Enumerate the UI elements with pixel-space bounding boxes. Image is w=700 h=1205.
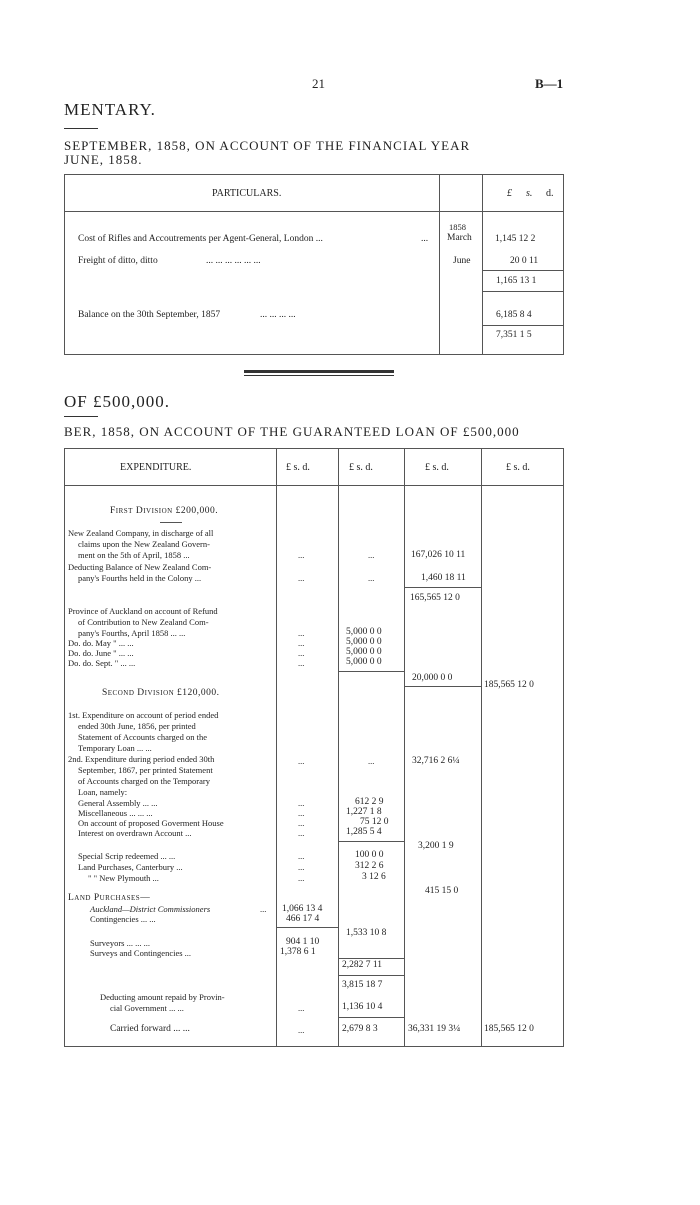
govt-house-amount: 75 12 0 bbox=[360, 817, 389, 827]
first-subtotal: 165,565 12 0 bbox=[410, 593, 460, 603]
deducting-line-2: pany's Fourths held in the Colony ... bbox=[78, 573, 202, 583]
land-total: 3,815 18 7 bbox=[342, 980, 383, 990]
second-exp-line-1: 2nd. Expenditure during period ended 30th bbox=[68, 754, 215, 764]
auckland-amount-4: 5,000 0 0 bbox=[346, 657, 382, 667]
auckland-june-dots: ... bbox=[298, 648, 305, 658]
interest-dots: ... bbox=[298, 828, 305, 838]
govt-house-label: On account of proposed Goverment House bbox=[78, 818, 224, 828]
new-plymouth-label: " " New Plymouth ... bbox=[88, 873, 159, 883]
second-exp-dots-col1: ... bbox=[298, 756, 305, 766]
auckland-district-label: Auckland—District Commissioners bbox=[90, 904, 211, 914]
auckland-total: 20,000 0 0 bbox=[412, 673, 453, 683]
second-division-heading: Second Division £120,000. bbox=[102, 688, 220, 698]
loan-subheading: BER, 1858, ON ACCOUNT OF THE GUARANTEED LOAN OF £500,000 bbox=[64, 424, 520, 439]
land-subtotal-2: 2,282 7 11 bbox=[342, 960, 383, 970]
section-divider-thin bbox=[244, 375, 394, 376]
auckland-amount-3: 5,000 0 0 bbox=[346, 647, 382, 657]
carried-forward-col3: 36,331 19 3¼ bbox=[408, 1024, 461, 1034]
nz-dots-col2: ... bbox=[368, 550, 375, 560]
nz-company-line-1: New Zealand Company, in discharge of all bbox=[68, 528, 214, 538]
deduct-repaid-amount: 1,136 10 4 bbox=[342, 1002, 383, 1012]
page-number: 21 bbox=[312, 76, 325, 91]
namely-total: 3,200 1 9 bbox=[418, 841, 454, 851]
surveyors-amount: 904 1 10 bbox=[286, 937, 320, 947]
new-plymouth-amount: 3 12 6 bbox=[362, 872, 386, 882]
scrip-total: 415 15 0 bbox=[425, 886, 459, 896]
row-freight-month: June bbox=[453, 256, 471, 266]
pence-header: d. bbox=[546, 188, 554, 199]
auckland-line-3: pany's Fourths, April 1858 ... ... bbox=[78, 628, 186, 638]
canterbury-dots: ... bbox=[298, 862, 305, 872]
section-divider bbox=[244, 370, 394, 373]
contingencies-label: Contingencies ... ... bbox=[90, 914, 156, 924]
auckland-may-dots: ... bbox=[298, 638, 305, 648]
row-freight-amount: 20 0 11 bbox=[510, 256, 539, 266]
row-rifles-year: 1858 bbox=[449, 222, 466, 232]
expenditure-header: EXPENDITURE. bbox=[120, 462, 192, 473]
surveys-contingencies-amount: 1,378 6 1 bbox=[280, 947, 316, 957]
auckland-sept-dots: ... bbox=[298, 658, 305, 668]
land-purchases-heading: Land Purchases— bbox=[68, 893, 151, 903]
deduct-repaid-dots: ... bbox=[298, 1003, 305, 1013]
second-exp-dots-col2: ... bbox=[368, 756, 375, 766]
row-rifles-dots: ... bbox=[421, 234, 429, 244]
row-freight-dots: ... ... ... ... ... ... bbox=[206, 256, 261, 266]
section-subheading-2: JUNE, 1858. bbox=[64, 152, 143, 167]
row-rifles-month: March bbox=[447, 233, 472, 243]
second-exp-line-4: Loan, namely: bbox=[78, 787, 128, 797]
col1-header: £ s. d. bbox=[286, 462, 310, 473]
interest-label: Interest on overdrawn Account ... bbox=[78, 828, 192, 838]
deducting-dots-col1: ... bbox=[298, 573, 305, 583]
auckland-amount-1: 5,000 0 0 bbox=[346, 627, 382, 637]
deducting-line-1: Deducting Balance of New Zealand Com- bbox=[68, 562, 212, 572]
carried-forward-label: Carried forward ... ... bbox=[110, 1024, 190, 1034]
section-subheading-1: SEPTEMBER, 1858, ON ACCOUNT OF THE FINANCIAL YEAR bbox=[64, 138, 471, 153]
govt-house-dots: ... bbox=[298, 818, 305, 828]
deduct-repaid-line-1: Deducting amount repaid by Provin- bbox=[100, 992, 225, 1002]
auckland-line-2: of Contribution to New Zealand Com- bbox=[78, 617, 209, 627]
general-assembly-label: General Assembly ... ... bbox=[78, 798, 158, 808]
deducting-amount: 1,460 18 11 bbox=[421, 573, 466, 583]
surveys-contingencies-label: Surveys and Contingencies ... bbox=[90, 948, 192, 958]
second-exp-line-3: of Accounts charged on the Temporary bbox=[78, 776, 210, 786]
col4-header: £ s. d. bbox=[506, 462, 530, 473]
carried-forward-dots: ... bbox=[298, 1025, 305, 1035]
contingencies-amount: 466 17 4 bbox=[286, 914, 320, 924]
new-plymouth-dots: ... bbox=[298, 873, 305, 883]
auckland-may-label: Do. do. May " ... ... bbox=[68, 638, 134, 648]
row-rifles-label: Cost of Rifles and Accoutrements per Agent-General, London ... bbox=[78, 234, 323, 244]
miscellaneous-amount: 1,227 1 8 bbox=[346, 807, 382, 817]
surveyors-label: Surveyors ... ... ... bbox=[90, 938, 150, 948]
land-subtotal-1: 1,533 10 8 bbox=[346, 928, 387, 938]
shillings-header: s. bbox=[526, 188, 533, 199]
miscellaneous-label: Miscellaneous ... ... ... bbox=[78, 808, 153, 818]
page-code: B—1 bbox=[535, 76, 564, 91]
auckland-dots: ... bbox=[298, 628, 305, 638]
second-exp-amount: 32,716 2 6¼ bbox=[412, 756, 460, 766]
loan-heading-rule bbox=[64, 416, 98, 417]
canterbury-label: Land Purchases, Canterbury ... bbox=[78, 862, 183, 872]
nz-company-line-3: ment on the 5th of April, 1858 ... bbox=[78, 550, 190, 560]
carried-forward-col2: 2,679 8 3 bbox=[342, 1024, 378, 1034]
pounds-header: £ bbox=[507, 188, 512, 199]
miscellaneous-dots: ... bbox=[298, 808, 305, 818]
first-exp-line-1: 1st. Expenditure on account of period ended bbox=[68, 710, 219, 720]
auckland-line-1: Province of Auckland on account of Refund bbox=[68, 606, 218, 616]
balance-dots: ... ... ... ... bbox=[260, 310, 296, 320]
heading-rule bbox=[64, 128, 98, 129]
first-exp-line-2: ended 30th June, 1856, per printed bbox=[78, 721, 196, 731]
auckland-district-dots: ... bbox=[260, 904, 267, 914]
section-heading: MENTARY. bbox=[64, 100, 156, 119]
deducting-dots-col2: ... bbox=[368, 573, 375, 583]
auckland-sept-label: Do. do. Sept. " ... ... bbox=[68, 658, 136, 668]
first-exp-line-3: Statement of Accounts charged on the bbox=[78, 732, 207, 742]
auckland-district-amount: 1,066 13 4 bbox=[282, 904, 323, 914]
second-exp-line-2: September, 1867, per printed Statement bbox=[78, 765, 213, 775]
first-exp-line-4: Temporary Loan ... ... bbox=[78, 743, 152, 753]
nz-company-line-2: claims upon the New Zealand Govern- bbox=[78, 539, 210, 549]
table1-total: 7,351 1 5 bbox=[496, 330, 532, 340]
special-scrip-amount: 100 0 0 bbox=[355, 850, 384, 860]
auckland-amount-2: 5,000 0 0 bbox=[346, 637, 382, 647]
balance-label: Balance on the 30th September, 1857 bbox=[78, 310, 221, 320]
carried-forward-col4: 185,565 12 0 bbox=[484, 1024, 534, 1034]
auckland-june-label: Do. do. June " ... ... bbox=[68, 648, 134, 658]
first-division-heading: First Division £200,000. bbox=[110, 506, 219, 516]
first-division-total: 185,565 12 0 bbox=[484, 680, 534, 690]
interest-amount: 1,285 5 4 bbox=[346, 827, 382, 837]
col3-header: £ s. d. bbox=[425, 462, 449, 473]
special-scrip-label: Special Scrip redeemed ... ... bbox=[78, 851, 176, 861]
table1-subtotal: 1,165 13 1 bbox=[496, 276, 537, 286]
balance-amount: 6,185 8 4 bbox=[496, 310, 532, 320]
deduct-repaid-line-2: cial Government ... ... bbox=[110, 1003, 184, 1013]
row-freight-label: Freight of ditto, ditto bbox=[78, 256, 158, 266]
general-assembly-amount: 612 2 9 bbox=[355, 797, 384, 807]
nz-company-amount: 167,026 10 11 bbox=[411, 550, 466, 560]
canterbury-amount: 312 2 6 bbox=[355, 861, 384, 871]
special-scrip-dots: ... bbox=[298, 851, 305, 861]
nz-dots-col1: ... bbox=[298, 550, 305, 560]
col2-header: £ s. d. bbox=[349, 462, 373, 473]
loan-heading: OF £500,000. bbox=[64, 392, 170, 411]
row-rifles-amount: 1,145 12 2 bbox=[495, 234, 536, 244]
general-assembly-dots: ... bbox=[298, 798, 305, 808]
particulars-header: PARTICULARS. bbox=[212, 188, 282, 199]
